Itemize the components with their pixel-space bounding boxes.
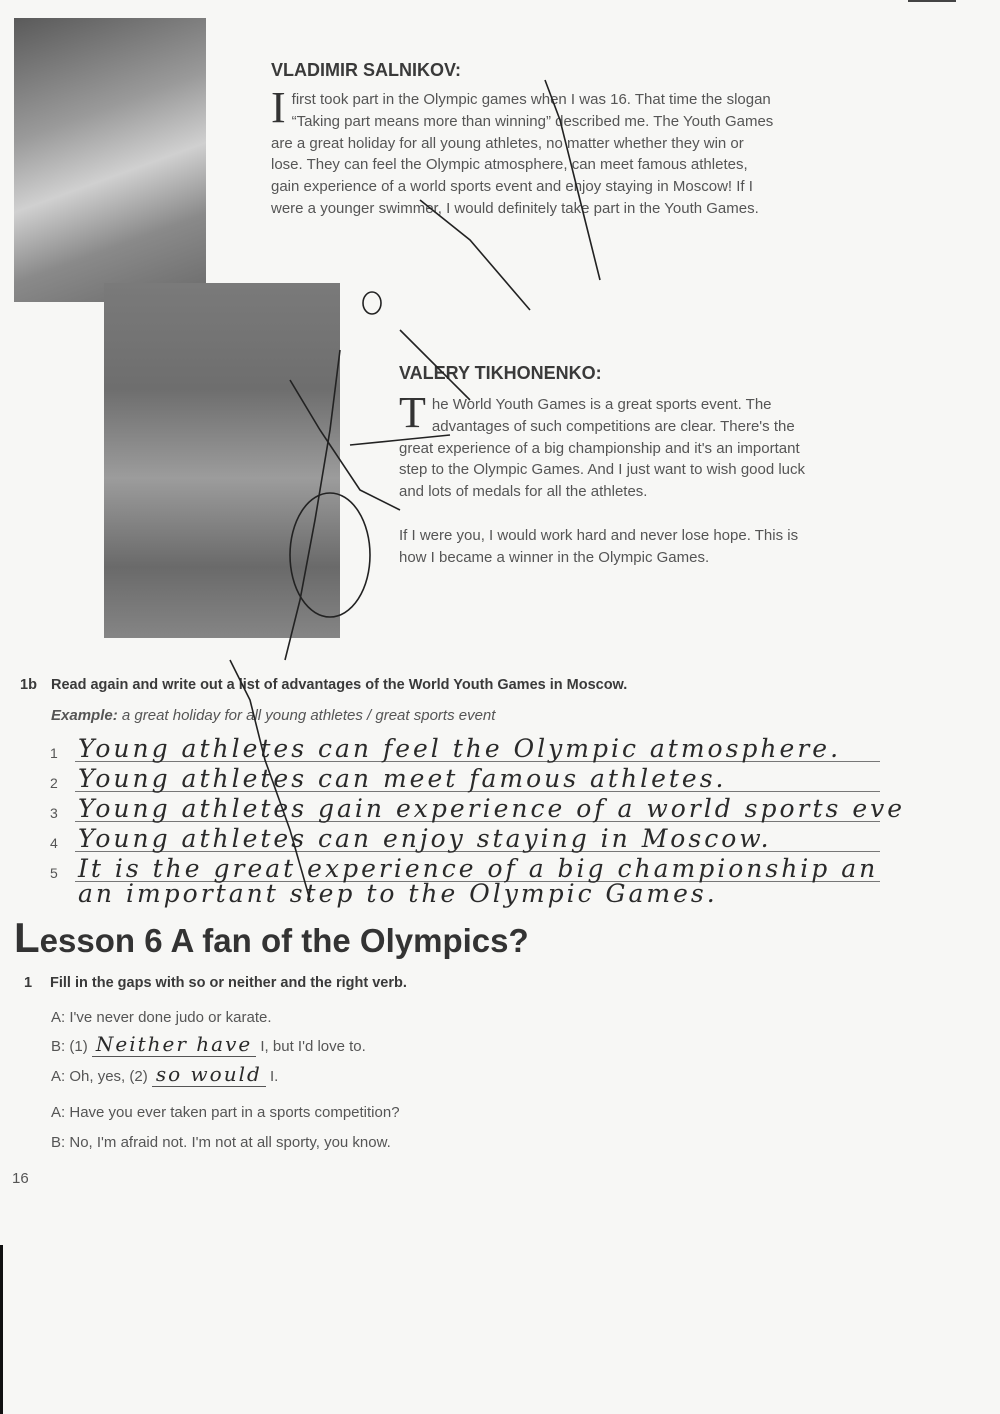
tikhonenko-name: VALERY TIKHONENKO:: [399, 363, 602, 383]
gap-fill-1[interactable]: Neither have: [92, 1032, 256, 1057]
answer-number: 5: [50, 865, 58, 881]
line-text: I've never done judo or karate.: [69, 1009, 272, 1026]
task-1-instruction: Fill in the gaps with so or neither and the right verb.: [50, 975, 407, 991]
answer-number: 4: [50, 835, 58, 851]
scribble-circle: [363, 292, 381, 314]
dropcap: I: [271, 83, 286, 132]
gap-number: Oh, yes, (2): [69, 1068, 148, 1085]
answer-text: Young athletes can enjoy staying in Moscow.: [78, 824, 772, 853]
task-1b-number: 1b: [20, 677, 37, 693]
tikhonenko-text2: If I were you, I would work hard and never lose hope. This is how I became a winner in the Olympic Games.: [399, 527, 799, 566]
example-text: a great holiday for all young athletes / great sports event: [121, 707, 496, 724]
task-1b-instruction: Read again and write out a list of advantages of the World Youth Games in Moscow.: [51, 677, 628, 693]
tikhonenko-text: he World Youth Games is a great sports event. The advantages of such competitions are clear. There's the great experience of a big championship and it's an important step to the Olympic Games. And I just want to wish good luck and lots of medals for all the athletes.: [399, 396, 806, 501]
speaker: B:: [51, 1134, 66, 1151]
scribble-stroke: [285, 350, 340, 660]
lesson-title-text: esson 6 A fan of the Olympics?: [39, 922, 529, 959]
scribble-stroke: [230, 660, 310, 900]
answer-text: an important step to the Olympic Games.: [78, 879, 718, 908]
answer-number: 3: [50, 805, 58, 821]
answer-text: It is the great experience of a big championship an: [78, 854, 879, 883]
answer-text: Young athletes gain experience of a world sports eve: [78, 794, 906, 823]
gap-number: (1): [69, 1038, 88, 1055]
example-label: Example:: [51, 707, 118, 724]
scribble-stroke: [290, 380, 400, 510]
line-text: Have you ever taken part in a sports competition?: [69, 1104, 400, 1121]
line-text: No, I'm afraid not. I'm not at all sporty, you know.: [69, 1134, 391, 1151]
dropcap: T: [399, 388, 426, 437]
line-text: I, but I'd love to.: [260, 1038, 366, 1055]
speaker: A:: [51, 1068, 66, 1085]
scribble-circle: [290, 493, 370, 617]
lesson-title-initial: L: [14, 914, 40, 961]
answer-text: Young athletes can meet famous athletes.: [78, 764, 727, 793]
salnikov-name: VLADIMIR SALNIKOV:: [271, 60, 462, 80]
salnikov-text: first took part in the Olympic games when I was 16. That time the slogan “Taking part means more than winning” described me. The Youth Games are a great holiday for all young athletes, no matter whether they win or lose. They can feel the Olympic atmosphere, can meet famous athletes, gain experience of a world sports event and enjoy staying in Moscow! If I were a younger swimmer, I would definitely take part in the Youth Games.: [271, 91, 774, 217]
speaker: B:: [51, 1038, 66, 1055]
line-text: I.: [269, 1068, 279, 1085]
speaker: A:: [51, 1104, 66, 1121]
scribble-stroke: [420, 200, 530, 310]
scribble-stroke: [545, 80, 600, 280]
answer-number: 1: [50, 745, 58, 761]
answer-number: 2: [50, 775, 58, 791]
scribble-stroke: [400, 330, 470, 400]
task-1-number: 1: [24, 975, 33, 991]
speaker: A:: [51, 1009, 66, 1026]
answer-text: Young athletes can feel the Olympic atmosphere.: [78, 734, 842, 763]
scribble-stroke: [350, 435, 450, 445]
gap-fill-2[interactable]: so would: [152, 1062, 266, 1087]
page-number: 16: [12, 1170, 29, 1187]
